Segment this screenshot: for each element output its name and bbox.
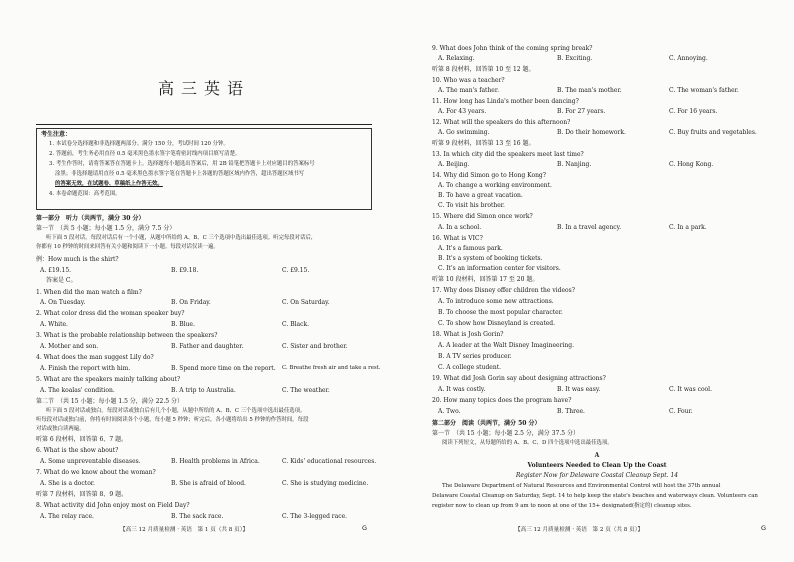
question-stem: 4. What does the man suggest Lily do? [36,354,154,361]
option: B. To have a great vacation. [438,192,523,199]
option: C. Annoying. [669,55,708,62]
passage-letter: A [594,452,600,459]
option: A. Beijing. [438,161,470,168]
question-stem: 13. In which city did the speakers meet last time? [432,151,584,158]
option: A. The relay race. [40,513,94,520]
option: B. It was easy. [557,386,601,393]
question-stem: 10. Who was a teacher? [432,77,505,84]
material-heading: 听第 8 段材料，回答第 10 至 12 题。 [432,66,535,73]
option: C. On Saturday. [282,299,330,306]
option: A. £19.15. [40,267,72,274]
material-heading: 听第 9 段材料，回答第 13 至 16 题。 [432,140,535,147]
section-title: 第一节 （共 15 小题；每小题 2.5 分，满分 37.5 分） [432,430,579,437]
note-line: 4. 本卷命题范围：高考范围。 [49,191,121,197]
question-stem: 5. What are the speakers mainly talking about? [36,376,181,383]
passage-title: Volunteers Needed to Clean Up the Coast [527,462,667,469]
section-intro: 你都有 10 秒钟的时间来回答有关小题和阅读下一小题。每段对话仅读一遍。 [36,244,219,250]
question-stem: 17. Why does Disney offer children the videos? [432,287,575,294]
note-line: 3. 考生作答时，请将答案答在答题卡上。选择题每小题选出答案后，用 2B 铅笔把答题卡上对应题目的答案标号 [49,161,315,167]
option: C. Buy fruits and vegetables. [669,129,757,136]
option: C. Breathe fresh air and take a rest. [282,365,381,371]
question-stem: 15. Where did Simon once work? [432,213,533,220]
option: A. The koalas' condition. [40,387,115,394]
question-stem: 2. What color dress did the woman speaker buy? [36,310,185,317]
option: A. In a school. [438,224,482,231]
option: C. The woman's father. [669,87,739,94]
option: B. Father and daughter. [171,343,244,350]
section-title: 第二节 （共 15 小题；每小题 1.5 分，满分 22.5 分） [36,398,183,405]
passage-line: register now to clean up from 9 am to noon at one of the 15+ designated(指定的) cleanup sites. [432,503,692,509]
right-page [397,0,794,562]
option: A. Relaxing. [438,55,475,62]
option: B. In a travel agency. [557,224,622,231]
material-heading: 听第 6 段材料，回答第 6、7 题。 [36,436,128,443]
example-answer: 答案是 C。 [46,277,77,284]
option: B. On Friday. [171,299,211,306]
passage-line: The Delaware Department of Natural Resources and Environmental Control will host the 37th annual [442,483,721,489]
question-stem: 12. What will the speakers do this afternoon? [432,119,571,126]
option: B. Health problems in Africa. [171,458,260,465]
option: C. For 16 years. [669,108,718,115]
option: C. To visit his brother. [438,202,505,209]
option: A. To introduce some new attractions. [438,298,554,305]
option: B. The man's mother. [557,87,622,94]
passage-line: Delaware Coastal Cleanup on Saturday, Sept. 14 to help keep the state's beaches and waterways clean. Volunteers can [432,493,758,499]
option: C. She is studying medicine. [282,480,369,487]
option: B. Blue. [171,321,195,328]
question-stem: 16. What is VIC? [432,235,483,242]
option: A. Finish the report with him. [40,365,131,372]
option: A. It was costly. [438,386,486,393]
option: C. Black. [282,321,309,328]
section-intro: 对话或独白读两遍。 [36,426,85,432]
option: B. She is afraid of blood. [171,480,246,487]
note-line: 涂黑；非选择题请用直径 0.5 毫米黑色墨水签字笔在答题卡上各题的答题区域内作答，超出答题区域书写 [55,171,305,177]
option: C. Hong Kong. [669,161,714,168]
part-title: 第一部分 听力（共两节，满分 30 分） [36,215,145,222]
option: C. Kids' educational resources. [282,458,377,465]
option: A. Two. [438,408,461,415]
question-stem: 8. What activity did John enjoy most on Field Day? [36,502,190,509]
section-intro: 听每段对话或独白前，你将有时间阅读各个小题，每小题 5 秒钟；听完后，各小题将给出 5 秒钟的作答时间。每段 [36,417,309,423]
option: C. A college student. [438,364,502,371]
page-footer: 【高三 12 月质量检测 · 英语 第 1 页（共 8 页）】 [120,527,249,533]
option: B. Three. [557,408,585,415]
material-heading: 听第 7 段材料，回答第 8、9 题。 [36,491,128,498]
notes-heading: 考生注意： [41,131,72,138]
option: A. It's a famous park. [438,245,503,252]
option: C. £9.15. [282,267,310,274]
question-stem: 1. When did the man watch a film? [36,289,142,296]
option: A. For 43 years. [438,108,487,115]
version-mark: G [362,524,368,532]
part-title: 第二部分 阅读（共两节，满分 50 分） [432,420,541,427]
section-intro: 阅读下列短文，从每题所给的 A、B、C、D 四个选项中选出最佳选项。 [442,440,613,446]
option: B. To choose the most popular character. [438,309,563,316]
example-question: 例：How much is the shirt? [36,256,119,263]
option: A. Mother and son. [40,343,99,350]
option: C. In a park. [669,224,707,231]
question-stem: 7. What do we know about the woman? [36,469,156,476]
question-stem: 3. What is the probable relationship between the speakers? [36,332,218,339]
option: B. £9.18. [171,267,199,274]
page-footer: 【高三 12 月质量检测 · 英语 第 2 页（共 8 页）】 [515,527,644,533]
option: C. Sister and brother. [282,343,348,350]
question-stem: 11. How long has Linda's mother been dancing? [432,98,579,105]
option: C. The 3-legged race. [282,513,348,520]
question-stem: 20. How many topics does the program have? [432,397,572,404]
material-heading: 听第 10 段材料，回答第 17 至 20 题。 [432,276,539,283]
option: C. To show how Disneyland is created. [438,320,556,327]
question-stem: 14. Why did Simon go to Hong Kong? [432,172,546,179]
option: B. The sack race. [171,513,224,520]
option: A. A leader at the Walt Disney Imagineering. [438,342,574,349]
passage-subtitle: Register Now for Delaware Coastal Cleanup Sept. 14 [515,472,679,479]
question-stem: 19. What did Josh Gorin say about designing attractions? [432,375,606,382]
option: A. Some unpreventable diseases. [40,458,141,465]
option: C. It's an information center for visitors. [438,265,561,272]
option: B. Spend more time on the report. [171,365,276,372]
option: B. A trip to Australia. [171,387,236,394]
option: A. The man's father. [438,87,499,94]
option: B. It's a system of booking tickets. [438,255,543,262]
question-stem: 18. What is Josh Gorin? [432,331,504,338]
option: A. She is a doctor. [40,480,95,487]
option: B. A TV series producer. [438,353,512,360]
note-line: 2. 答题前，考生务必用直径 0.5 毫米黑色墨水签字笔将密封线内项目填写清楚。 [49,151,241,157]
option: C. It was cool. [669,386,712,393]
option: A. To change a working environment. [438,182,552,189]
option: C. Four. [669,408,693,415]
question-stem: 6. What is the show about? [36,447,119,454]
option: A. Go swimming. [438,129,490,136]
option: B. For 27 years. [557,108,606,115]
option: C. The weather. [282,387,330,394]
note-line: 1. 本试卷分选择题和非选择题两部分。满分 150 分，考试时间 120 分钟。 [49,141,229,147]
section-title: 第一节 （共 5 小题；每小题 1.5 分，满分 7.5 分） [36,225,176,232]
divider [36,124,372,125]
note-line: 的答案无效，在试题卷、草稿纸上作答无效。 [55,181,163,187]
question-stem: 9. What does John think of the coming spring break? [432,45,593,52]
option: A. White. [40,321,68,328]
option: B. Do their homework. [557,129,626,136]
section-intro: 听下面 5 段对话或独白。每段对话或独白后有几个小题，从题中所给的 A、B、C 三个选项中选出最佳选项。 [46,408,306,414]
option: B. Nanjing. [557,161,592,168]
exam-title: 高三英语 [158,79,251,98]
option: B. Exciting. [557,55,593,62]
version-mark: G [761,524,767,532]
option: A. On Tuesday. [40,299,86,306]
section-intro: 听下面 5 段对话。每段对话后有一个小题，从题中所给的 A、B、C 三个选项中选出最佳选项。听完每段对话后， [46,235,317,241]
